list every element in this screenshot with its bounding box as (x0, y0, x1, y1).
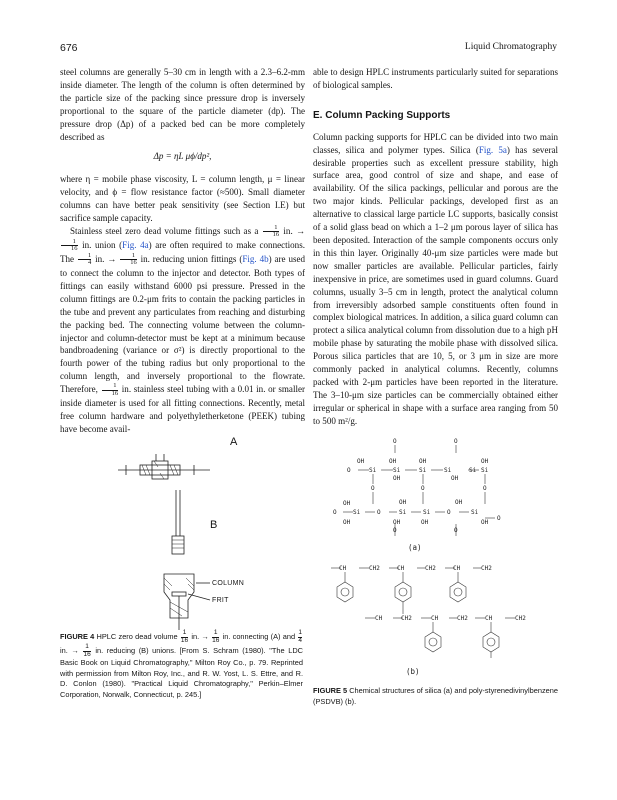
figure-4-caption-label: FIGURE 4 (60, 631, 95, 641)
fig5a-link[interactable]: Fig. 5a (478, 144, 507, 155)
atom-o: O (393, 527, 397, 534)
fig4-caption-c: in. connecting (A) and (222, 631, 296, 641)
atom-ch2: CH2 (425, 565, 436, 572)
atom-oh: OH (343, 519, 351, 526)
union-fittings-drawing (60, 432, 305, 632)
fittings-text-g: in. stainless steel tubing with a 0.01 in. or smaller inside diameter is used for all fitting connections. Recently, metal free column hardware and polyethyletherketone (PEEK) tubing have become avail- (60, 384, 305, 434)
fraction-1-16: $\frac{1}{16}$ (102, 383, 119, 397)
fittings-text-b: in. union ( (82, 240, 123, 251)
figure-5-label-b: (b) (406, 667, 420, 676)
fig4-caption-b: in. → (191, 631, 209, 641)
atom-oh: OH (399, 499, 407, 506)
fig4-caption-a: HPLC zero dead volume (96, 631, 178, 641)
page-header (60, 42, 557, 56)
atom-oh: OH (357, 458, 365, 465)
right-paragraph-1: able to design HPLC instruments particularly suited for separations of biological samples. (313, 67, 558, 90)
fraction-1-16: $\frac{1}{16}$ (61, 239, 78, 253)
fittings-intro-text: Stainless steel zero dead volume fittings such as a (70, 226, 259, 237)
right-paragraph-2 (313, 131, 558, 428)
atom-oh: OH (455, 499, 463, 506)
chemical-structures-drawing (313, 432, 558, 682)
fraction-1-16: $\frac{1}{16}$ (120, 253, 137, 267)
atom-oh: OH (481, 519, 489, 526)
page-number: 676 (60, 42, 78, 54)
atom-si: Si (393, 467, 401, 474)
atom-o: O (483, 485, 487, 492)
atom-oh: OH (451, 475, 459, 482)
atom-oh: OH (393, 475, 401, 482)
figure-5-label-a: (a) (408, 543, 422, 552)
fig4a-link[interactable]: Fig. 4a (122, 240, 149, 251)
atom-si: Si (471, 509, 479, 516)
fig4b-link[interactable]: Fig. 4b (242, 254, 269, 265)
atom-ch2: CH2 (401, 615, 412, 622)
atom-o: O (447, 509, 451, 516)
left-paragraph-1: steel columns are generally 5–30 cm in length with a 2.3–6.2-mm inside diameter. The length of the column is often determined by the particle size of the packing since pressure drop is inversely proportional to the square of the particle diameter (dp). The pressure drop (Δp) of a packed bed can be more completely described as (60, 67, 305, 142)
left-column (60, 66, 305, 436)
atom-ch: CH (453, 565, 461, 572)
atom-si: Si (469, 467, 477, 474)
atom-ch: CH (397, 565, 405, 572)
atom-si: Si (444, 467, 452, 474)
atom-o: O (393, 438, 397, 445)
figure-4-label-a: A (230, 436, 238, 448)
figure-4-caption (60, 630, 303, 700)
atom-ch2: CH2 (481, 565, 492, 572)
pressure-drop-equation: Δp = ηL μϕ/dp², (153, 151, 212, 162)
fraction-1-16: $\frac{1}{16}$ (180, 629, 189, 644)
section-heading: E. Column Packing Supports (313, 109, 451, 121)
atom-o: O (454, 527, 458, 534)
fittings-text-a: in. → (283, 226, 306, 237)
right-column (313, 66, 558, 428)
atom-oh: OH (393, 519, 401, 526)
atom-oh: OH (389, 458, 397, 465)
left-paragraph-3 (60, 225, 305, 436)
figure-4-label-b: B (210, 519, 218, 531)
atom-si: Si (423, 509, 431, 516)
atom-oh: OH (421, 519, 429, 526)
fraction-1-16: $\frac{1}{16}$ (212, 629, 220, 644)
packing-text-b: ) has several desirable properties such as excellent pressure stability, high surface area, good control of size and shape, and ease of availability. Of the silica packings, pellicular and porous are the two major kinds. Pellicular packings, developed first as an alternative to classical large particle LC supports, basically consist of a solid glass bead on which a 1–2 μm porous layer of silica has been deposited. Interaction of the sample components occurs only in this thin layer. Originally 40-μm size particles were made but now smaller particles are available. Pellicular particles, fairly inexpensive in price, are sometimes used in guard columns. Guard columns, usually 3–5 cm in length, protect the analytical column from irreversibly adsorbed sample constituents often found in complex biological matrices. In addition, a silica guard column can protect a silica analytical column from dissolution due to a high pH mobile phase by saturating the mobile phase with dissolved silica. Porous silica particles that are 10, 5, or 3 μm in size are more commonly packed in analytical columns. Recently, columns packed with 2-μm particles have been reported in the literature. The 3–10-μm size particles can be commercially obtained either irregular or spherical in shape with a surface area ranging from 50 to 500 m²/g. (313, 144, 559, 426)
atom-ch: CH (375, 615, 383, 622)
atom-ch2: CH2 (457, 615, 468, 622)
atom-o: O (454, 438, 458, 445)
packing-text-a: Column packing supports for HPLC can be divided into two main classes, silica and polymer types. Silica ( (313, 131, 558, 155)
figure-5 (313, 432, 558, 682)
fig4-caption-d: in. → (60, 645, 79, 655)
fittings-text-e: in. reducing union fittings ( (140, 254, 243, 265)
figure-4-label-column: COLUMN (212, 580, 245, 587)
running-title: Liquid Chromatography (464, 42, 557, 52)
atom-o: O (371, 485, 375, 492)
silica-structure (333, 438, 501, 552)
atom-ch: CH (339, 565, 347, 572)
fig4-caption-e: in. reducing (B) unions. [From S. Schram (1980). "The LDC Basic Book on Liquid Chromatography," Milton Roy Co., p. 79. Reprinted with permission from Milton Roy, Inc., and R. W. Yost, L. S. Ettre, and R. D. Conlon (1980). "Practical Liquid Chromatography," Perkin–Elmer Corporation, Norwalk, Connecticut, p. 245.] (60, 645, 304, 699)
fittings-text-c: ) are often required to make connections. The (60, 240, 305, 265)
fraction-1-16: $\frac{1}{16}$ (263, 225, 280, 239)
left-paragraph-2: where η = mobile phase viscosity, L = column length, μ = linear velocity, and ϕ = flow resistance factor (≈500). Small diameter columns can have better peak sensitivity (see Section I.E) but sacrifice sample capacity. (60, 174, 305, 224)
atom-si: Si (419, 467, 427, 474)
figure-4-label-frit: FRIT (212, 597, 229, 604)
fraction-1-4: $\frac{1}{4}$ (298, 629, 302, 644)
fraction-1-4: $\frac{1}{4}$ (78, 253, 91, 267)
atom-ch2: CH2 (515, 615, 526, 622)
figure-5-caption-label: FIGURE 5 (313, 686, 348, 695)
atom-oh: OH (481, 458, 489, 465)
atom-si: Si (369, 467, 377, 474)
figure-4 (60, 432, 305, 632)
atom-o: O (497, 515, 501, 522)
atom-o: O (347, 467, 351, 474)
atom-ch: CH (431, 615, 439, 622)
atom-oh: OH (343, 500, 351, 507)
atom-si: Si (399, 509, 407, 516)
atom-si: Si (353, 509, 361, 516)
fittings-text-f: ) are used to connect the column to the injector and detector. Both types of fittings can easily withstand 6000 psi pressure. Pressed in the column fittings are 0.2-μm frits to contain the packing particles in the tube and prevent any particulates from reaching and disturbing the packing bed. The connecting volume between the column-injector and column-detector must be kept at a minimum because bandbroadening (variance or σ²) is directly proportional to the fourth power of the tubing radius but only proportional to the column length, and inversely proportional to the flowrate. Therefore, (60, 254, 306, 395)
fittings-text-d: in. → (95, 254, 117, 265)
atom-o: O (333, 509, 337, 516)
atom-ch2: CH2 (369, 565, 380, 572)
figure-5-caption-text: Chemical structures of silica (a) and poly-styrenedivinylbenzene (PSDVB) (b). (313, 686, 558, 706)
fraction-1-16: $\frac{1}{16}$ (83, 643, 91, 658)
atom-o: O (377, 509, 381, 516)
atom-oh: OH (419, 458, 427, 465)
atom-ch: CH (485, 615, 493, 622)
atom-o: O (421, 485, 425, 492)
psdvb-structure (331, 565, 526, 676)
figure-5-caption (313, 686, 558, 707)
atom-si: Si (481, 467, 489, 474)
